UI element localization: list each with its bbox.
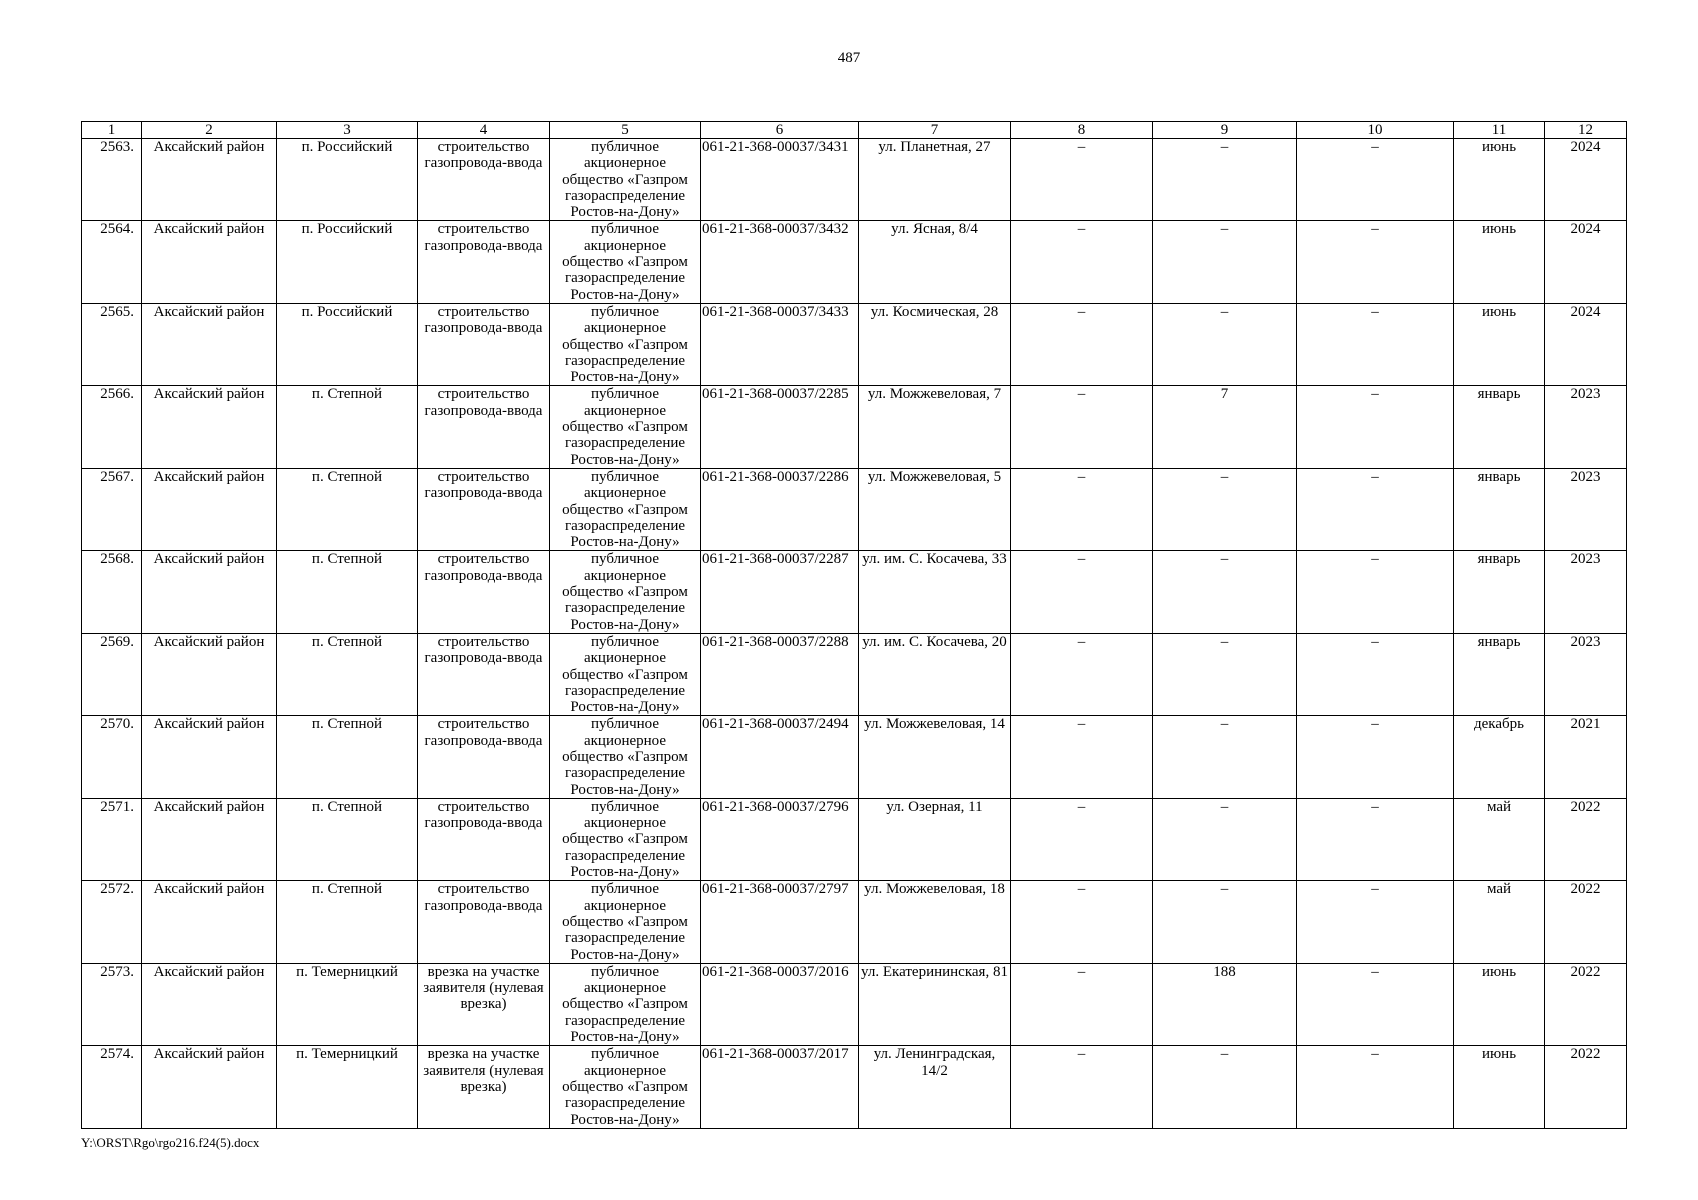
address-cell: ул. Ясная, 8/4 [859,221,1011,303]
col9-cell: – [1153,798,1297,880]
district-cell: Аксайский район [142,468,277,550]
column-header: 11 [1454,122,1545,139]
address-cell: ул. Можжевеловая, 18 [859,881,1011,963]
organization-cell: публичное акционерное общество «Газпром газораспределение Ростов-на-Дону» [550,881,701,963]
year-cell: 2023 [1545,551,1627,633]
address-cell: ул. им. С. Косачева, 33 [859,551,1011,633]
row-number-cell: 2568. [82,551,142,633]
table-header [82,122,1627,139]
address-cell: ул. Можжевеловая, 14 [859,716,1011,798]
column-header: 3 [277,122,418,139]
organization-cell: публичное акционерное общество «Газпром газораспределение Ростов-на-Дону» [550,551,701,633]
table-row [82,139,1627,221]
district-cell: Аксайский район [142,716,277,798]
row-number-cell: 2570. [82,716,142,798]
table-row [82,633,1627,715]
district-cell: Аксайский район [142,551,277,633]
col8-cell: – [1011,386,1153,468]
col9-cell: – [1153,881,1297,963]
organization-cell: публичное акционерное общество «Газпром газораспределение Ростов-на-Дону» [550,221,701,303]
month-cell: январь [1454,633,1545,715]
col9-cell: – [1153,716,1297,798]
district-cell: Аксайский район [142,303,277,385]
col8-cell: – [1011,139,1153,221]
month-cell: январь [1454,386,1545,468]
month-cell: июнь [1454,139,1545,221]
address-cell: ул. Ленинградская, 14/2 [859,1046,1011,1128]
address-cell: ул. Планетная, 27 [859,139,1011,221]
row-number-cell: 2571. [82,798,142,880]
row-number-cell: 2569. [82,633,142,715]
year-cell: 2021 [1545,716,1627,798]
table-row [82,386,1627,468]
header-row [82,122,1627,139]
settlement-cell: п. Степной [277,633,418,715]
work-type-cell: строительство газопровода-ввода [418,881,550,963]
row-number-cell: 2573. [82,963,142,1045]
organization-cell: публичное акционерное общество «Газпром газораспределение Ростов-на-Дону» [550,1046,701,1128]
row-number-cell: 2566. [82,386,142,468]
col9-cell: – [1153,1046,1297,1128]
col8-cell: – [1011,798,1153,880]
col10-cell: – [1297,468,1454,550]
work-type-cell: строительство газопровода-ввода [418,798,550,880]
col10-cell: – [1297,221,1454,303]
organization-cell: публичное акционерное общество «Газпром газораспределение Ростов-на-Дону» [550,303,701,385]
year-cell: 2023 [1545,633,1627,715]
address-cell: ул. Озерная, 11 [859,798,1011,880]
row-number-cell: 2567. [82,468,142,550]
work-type-cell: строительство газопровода-ввода [418,551,550,633]
permit-code-cell: 061-21-368-00037/3433 [701,303,859,385]
month-cell: январь [1454,468,1545,550]
column-header: 6 [701,122,859,139]
col8-cell: – [1011,303,1153,385]
row-number-cell: 2563. [82,139,142,221]
row-number-cell: 2572. [82,881,142,963]
month-cell: июнь [1454,1046,1545,1128]
address-cell: ул. Можжевеловая, 7 [859,386,1011,468]
col9-cell: – [1153,468,1297,550]
col10-cell: – [1297,881,1454,963]
table-row [82,221,1627,303]
column-header: 9 [1153,122,1297,139]
col9-cell: 7 [1153,386,1297,468]
col8-cell: – [1011,963,1153,1045]
col9-cell: – [1153,551,1297,633]
column-header: 2 [142,122,277,139]
col9-cell: – [1153,633,1297,715]
year-cell: 2022 [1545,963,1627,1045]
month-cell: декабрь [1454,716,1545,798]
work-type-cell: строительство газопровода-ввода [418,221,550,303]
col9-cell: – [1153,139,1297,221]
table-row [82,798,1627,880]
table-body [82,139,1627,1129]
address-cell: ул. им. С. Косачева, 20 [859,633,1011,715]
page-number: 487 [837,50,861,66]
footer-file-path: Y:\ORST\Rgo\rgo216.f24(5).docx [81,1135,260,1150]
month-cell: май [1454,798,1545,880]
organization-cell: публичное акционерное общество «Газпром газораспределение Ростов-на-Дону» [550,716,701,798]
column-header: 5 [550,122,701,139]
settlement-cell: п. Темерницкий [277,963,418,1045]
row-number-cell: 2574. [82,1046,142,1128]
table-row [82,303,1627,385]
settlement-cell: п. Российский [277,303,418,385]
permit-code-cell: 061-21-368-00037/3431 [701,139,859,221]
year-cell: 2024 [1545,303,1627,385]
organization-cell: публичное акционерное общество «Газпром газораспределение Ростов-на-Дону» [550,139,701,221]
permit-code-cell: 061-21-368-00037/2285 [701,386,859,468]
district-cell: Аксайский район [142,798,277,880]
district-cell: Аксайский район [142,221,277,303]
table-row [82,881,1627,963]
work-type-cell: врезка на участке заявителя (нулевая врезка) [418,1046,550,1128]
col10-cell: – [1297,798,1454,880]
work-type-cell: строительство газопровода-ввода [418,633,550,715]
col10-cell: – [1297,139,1454,221]
work-type-cell: строительство газопровода-ввода [418,386,550,468]
work-type-cell: строительство газопровода-ввода [418,139,550,221]
work-type-cell: строительство газопровода-ввода [418,303,550,385]
settlement-cell: п. Российский [277,139,418,221]
permit-code-cell: 061-21-368-00037/2494 [701,716,859,798]
organization-cell: публичное акционерное общество «Газпром газораспределение Ростов-на-Дону» [550,963,701,1045]
column-header: 4 [418,122,550,139]
settlement-cell: п. Степной [277,551,418,633]
settlement-cell: п. Степной [277,468,418,550]
district-cell: Аксайский район [142,139,277,221]
table-row [82,468,1627,550]
col10-cell: – [1297,1046,1454,1128]
settlement-cell: п. Степной [277,798,418,880]
settlement-cell: п. Российский [277,221,418,303]
work-type-cell: строительство газопровода-ввода [418,468,550,550]
data-table [81,121,1627,1129]
district-cell: Аксайский район [142,1046,277,1128]
column-header: 1 [82,122,142,139]
work-type-cell: строительство газопровода-ввода [418,716,550,798]
col10-cell: – [1297,386,1454,468]
col9-cell: – [1153,303,1297,385]
organization-cell: публичное акционерное общество «Газпром газораспределение Ростов-на-Дону» [550,386,701,468]
col9-cell: – [1153,221,1297,303]
permit-code-cell: 061-21-368-00037/2796 [701,798,859,880]
col8-cell: – [1011,1046,1153,1128]
table-row [82,963,1627,1045]
year-cell: 2024 [1545,139,1627,221]
work-type-cell: врезка на участке заявителя (нулевая врезка) [418,963,550,1045]
col8-cell: – [1011,716,1153,798]
year-cell: 2022 [1545,798,1627,880]
year-cell: 2022 [1545,881,1627,963]
address-cell: ул. Можжевеловая, 5 [859,468,1011,550]
district-cell: Аксайский район [142,386,277,468]
permit-code-cell: 061-21-368-00037/3432 [701,221,859,303]
organization-cell: публичное акционерное общество «Газпром газораспределение Ростов-на-Дону» [550,798,701,880]
permit-code-cell: 061-21-368-00037/2016 [701,963,859,1045]
month-cell: январь [1454,551,1545,633]
row-number-cell: 2564. [82,221,142,303]
permit-code-cell: 061-21-368-00037/2286 [701,468,859,550]
col10-cell: – [1297,303,1454,385]
table-row [82,551,1627,633]
column-header: 7 [859,122,1011,139]
year-cell: 2024 [1545,221,1627,303]
settlement-cell: п. Степной [277,716,418,798]
col8-cell: – [1011,551,1153,633]
permit-code-cell: 061-21-368-00037/2288 [701,633,859,715]
column-header: 8 [1011,122,1153,139]
settlement-cell: п. Темерницкий [277,1046,418,1128]
column-header: 10 [1297,122,1454,139]
month-cell: июнь [1454,221,1545,303]
col8-cell: – [1011,468,1153,550]
organization-cell: публичное акционерное общество «Газпром газораспределение Ростов-на-Дону» [550,468,701,550]
col10-cell: – [1297,716,1454,798]
settlement-cell: п. Степной [277,881,418,963]
year-cell: 2023 [1545,468,1627,550]
col8-cell: – [1011,633,1153,715]
district-cell: Аксайский район [142,633,277,715]
month-cell: май [1454,881,1545,963]
year-cell: 2022 [1545,1046,1627,1128]
col8-cell: – [1011,221,1153,303]
district-cell: Аксайский район [142,963,277,1045]
month-cell: июнь [1454,963,1545,1045]
organization-cell: публичное акционерное общество «Газпром газораспределение Ростов-на-Дону» [550,633,701,715]
col8-cell: – [1011,881,1153,963]
col10-cell: – [1297,551,1454,633]
address-cell: ул. Космическая, 28 [859,303,1011,385]
col10-cell: – [1297,633,1454,715]
table-row [82,1046,1627,1128]
settlement-cell: п. Степной [277,386,418,468]
row-number-cell: 2565. [82,303,142,385]
col10-cell: – [1297,963,1454,1045]
district-cell: Аксайский район [142,881,277,963]
year-cell: 2023 [1545,386,1627,468]
table-row [82,716,1627,798]
permit-code-cell: 061-21-368-00037/2797 [701,881,859,963]
col9-cell: 188 [1153,963,1297,1045]
permit-code-cell: 061-21-368-00037/2017 [701,1046,859,1128]
address-cell: ул. Екатерининская, 81 [859,963,1011,1045]
column-header: 12 [1545,122,1627,139]
permit-code-cell: 061-21-368-00037/2287 [701,551,859,633]
month-cell: июнь [1454,303,1545,385]
